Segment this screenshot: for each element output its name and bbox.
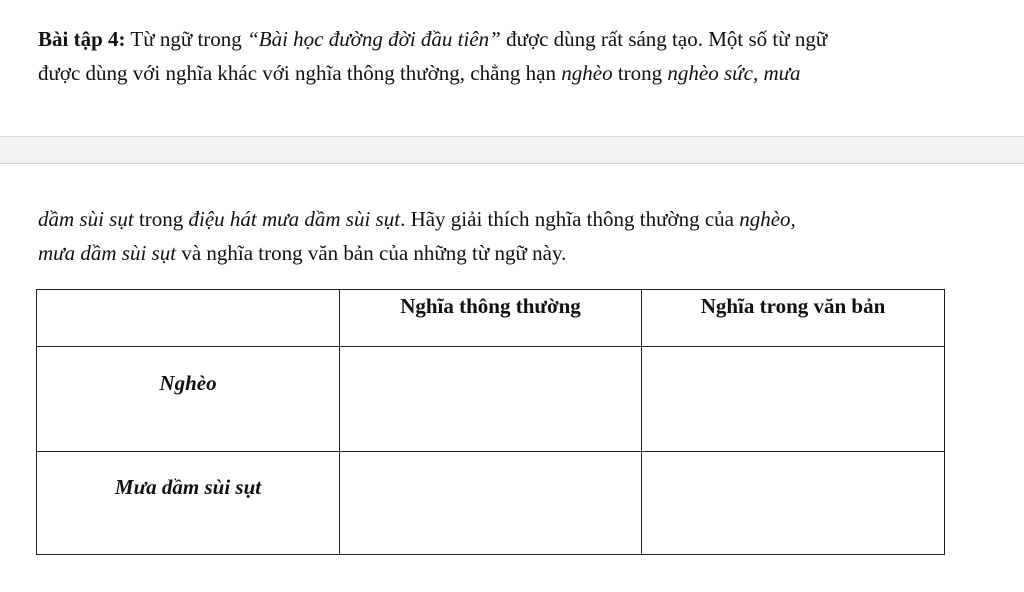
answer-cell[interactable] [642, 452, 945, 555]
text-segment: và nghĩa trong văn bản của những từ ngữ này. [176, 241, 567, 265]
text-segment: được dùng rất sáng tạo. Một số từ ngữ [500, 27, 828, 51]
text-segment: Từ ngữ trong [125, 27, 248, 51]
text-segment: . Hãy giải thích nghĩa thông thường của [400, 207, 740, 231]
answer-cell[interactable] [340, 347, 642, 452]
text-italic: dầm sùi sụt [38, 207, 134, 231]
answer-cell[interactable] [642, 347, 945, 452]
answer-table [36, 289, 945, 555]
table-header-row [37, 290, 945, 347]
text-italic: nghèo sức, mưa [667, 61, 801, 85]
text-segment: trong [612, 61, 668, 85]
table-row [37, 347, 945, 452]
row-label: Nghèo [159, 370, 217, 395]
exercise-text-bottom [38, 202, 1008, 270]
table-header-cell: Nghĩa thông thường [340, 290, 642, 347]
text-italic: nghèo, [739, 207, 796, 231]
text-italic: điệu hát mưa dầm sùi sụt [188, 207, 401, 231]
answer-cell[interactable] [340, 452, 642, 555]
row-label-cell [37, 452, 340, 555]
text-segment: được dùng với nghĩa khác với nghĩa thông thường, chẳng hạn [38, 61, 562, 85]
text-segment: trong [133, 207, 189, 231]
row-label-cell [37, 347, 340, 452]
text-title-quote: “Bài học đường đời đầu tiên” [247, 27, 501, 51]
exercise-label: Bài tập 4: [38, 27, 126, 51]
page-break [0, 136, 1024, 164]
text-italic: mưa dầm sùi sụt [38, 241, 177, 265]
row-label: Mưa dầm sùi sụt [114, 474, 262, 499]
text-italic: nghèo [561, 61, 613, 85]
exercise-text-top [38, 22, 1008, 90]
table-header-cell: Nghĩa trong văn bản [642, 290, 945, 347]
table-row [37, 452, 945, 555]
table-header-cell [37, 290, 340, 347]
